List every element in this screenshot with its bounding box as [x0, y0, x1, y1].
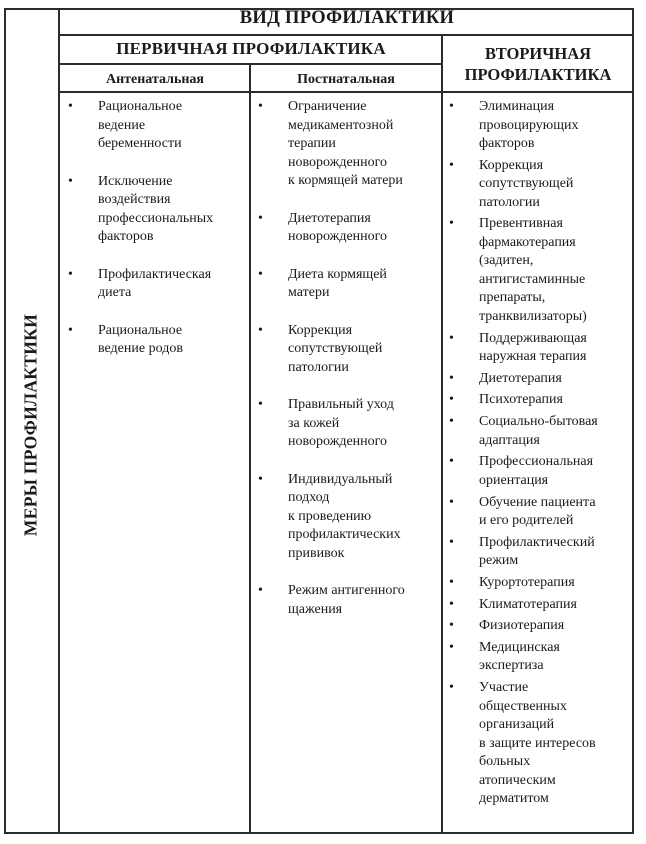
side-title: МЕРЫ ПРОФИЛАКТИКИ: [20, 313, 41, 537]
bullet-icon: •: [449, 574, 454, 590]
list-item: [258, 582, 438, 619]
bullet-icon: •: [449, 494, 454, 510]
list-item: [449, 596, 631, 615]
bullet-icon: •: [258, 266, 263, 282]
list-item-text: Рациональное ведение беременности: [98, 99, 183, 151]
list-item: [258, 210, 438, 247]
list-item: [258, 266, 438, 303]
bullet-icon: •: [258, 397, 263, 412]
list-item: [449, 494, 631, 531]
antenatal-list: [68, 98, 246, 378]
list-item: [449, 534, 631, 571]
main-title: ВИД ПРОФИЛАКТИКИ: [239, 8, 455, 28]
list-item-text: Медицинская экспертиза: [479, 639, 560, 674]
side-column-divider: [58, 8, 60, 834]
bullet-icon: •: [449, 596, 454, 612]
list-item-text: Рациональное ведение родов: [98, 322, 183, 356]
list-item-text: Обучение пациента и его родителей: [479, 494, 596, 528]
postnatal-list: [258, 98, 438, 638]
list-item-text: Профилактическая диета: [98, 266, 212, 300]
bullet-icon: •: [68, 173, 73, 189]
list-item-text: Исключение воздействия профессиональных факторов: [98, 173, 214, 244]
bullet-icon: •: [449, 680, 454, 696]
bullet-icon: •: [449, 216, 454, 232]
list-item: [449, 639, 631, 676]
table-border-right: [632, 8, 634, 834]
bullet-icon: •: [258, 99, 263, 114]
list-item: [258, 471, 438, 564]
bullet-icon: •: [449, 392, 454, 408]
list-item: [449, 574, 631, 593]
bullet-icon: •: [68, 99, 73, 114]
list-item: [68, 322, 246, 359]
list-item: [68, 266, 246, 303]
bullet-icon: •: [258, 322, 263, 338]
bullet-icon: •: [68, 322, 73, 338]
side-title-cell: [4, 8, 58, 834]
list-item-text: Диета кормящей матери: [288, 266, 387, 300]
list-item: [449, 157, 631, 213]
list-item-text: Курортотерапия: [479, 574, 575, 590]
primary-header-divider: [58, 63, 443, 65]
list-item: [449, 98, 631, 154]
list-item-text: Коррекция сопутствующей патологии: [288, 322, 383, 375]
list-item-text: Правильный уход за кожей новорожденного: [288, 397, 394, 449]
title-row-divider: [58, 34, 634, 36]
bullet-icon: •: [449, 330, 454, 346]
bullet-icon: •: [449, 370, 454, 386]
list-item-text: Ограничение медикаментозной терапии новорожденного к кормящей матери: [288, 99, 403, 188]
list-item: [449, 679, 631, 809]
list-item-text: Психотерапия: [479, 392, 563, 408]
list-item-text: Диетотерапия: [479, 370, 562, 386]
list-item-text: Диетотерапия новорожденного: [288, 210, 388, 244]
list-item-text: Профилактический режим: [479, 534, 595, 569]
bullet-icon: •: [449, 454, 454, 470]
antenatal-title: Антенатальная: [105, 72, 205, 87]
list-item-text: Климатотерапия: [479, 596, 577, 612]
secondary-list: [449, 98, 631, 812]
bullet-icon: •: [449, 414, 454, 430]
list-item-text: Физиотерапия: [479, 618, 565, 634]
list-item: [449, 215, 631, 326]
list-item: [449, 617, 631, 636]
list-item: [258, 98, 438, 191]
list-item: [449, 330, 631, 367]
primary-secondary-divider: [441, 35, 443, 834]
postnatal-title: Постнатальная: [297, 72, 395, 87]
bullet-icon: •: [258, 210, 263, 226]
list-item-text: Элиминация провоцирующих факторов: [479, 99, 579, 151]
antenatal-postnatal-divider: [249, 64, 251, 834]
list-item-text: Профессиональная ориентация: [479, 454, 594, 488]
bullet-icon: •: [258, 471, 263, 487]
table-border-bottom: [4, 832, 634, 834]
list-item-text: Поддерживающая наружная терапия: [479, 330, 587, 365]
bullet-icon: •: [258, 583, 263, 598]
list-item-text: Превентивная фармакотерапия (задитен, антигистаминные препараты, транквилизаторы): [479, 216, 587, 324]
bullet-icon: •: [449, 618, 454, 634]
primary-prevention-title: ПЕРВИЧНАЯ ПРОФИЛАКТИКА: [116, 39, 386, 58]
list-item-text: Социально-бытовая адаптация: [479, 414, 598, 448]
list-item: [449, 413, 631, 450]
list-item: [258, 322, 438, 378]
list-item-text: Режим антигенного щажения: [288, 583, 405, 617]
list-item: [449, 453, 631, 490]
secondary-prevention-title: ВТОРИЧНАЯ ПРОФИЛАКТИКА: [464, 44, 612, 84]
bullet-icon: •: [449, 99, 454, 114]
list-item: [68, 98, 246, 154]
list-item: [68, 173, 246, 247]
list-item: [258, 396, 438, 452]
list-item-text: Коррекция сопутствующей патологии: [479, 157, 574, 210]
bullet-icon: •: [449, 157, 454, 173]
header-body-divider: [58, 91, 634, 93]
list-item-text: Участие общественных организаций в защите интересов больных атопическим дерматитом: [479, 680, 596, 807]
bullet-icon: •: [68, 266, 73, 282]
bullet-icon: •: [449, 639, 454, 655]
list-item: [449, 391, 631, 410]
list-item: [449, 370, 631, 389]
list-item-text: Индивидуальный подход к проведению профилактических прививок: [288, 471, 401, 561]
bullet-icon: •: [449, 534, 454, 550]
